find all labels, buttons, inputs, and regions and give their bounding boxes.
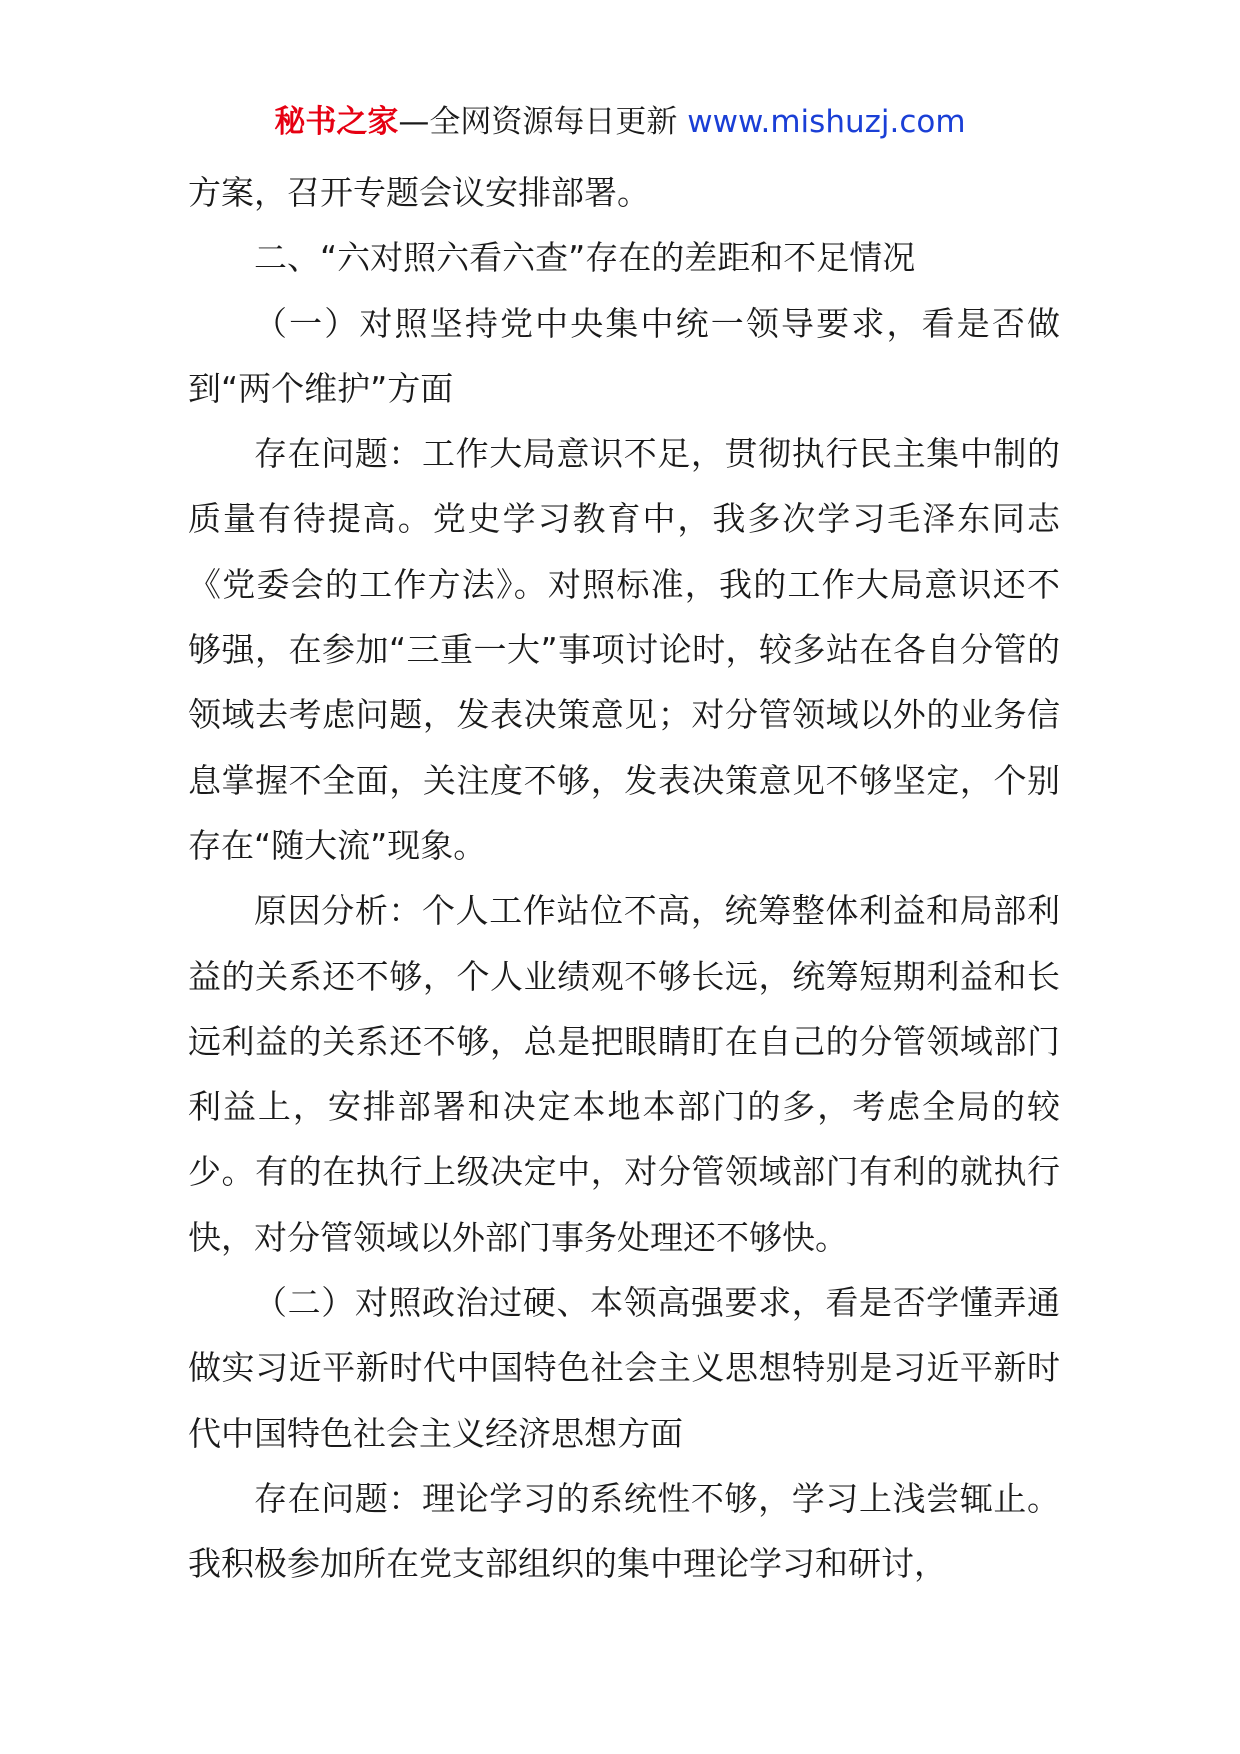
header-tagline: —全网资源每日更新	[398, 104, 678, 140]
document-body	[188, 160, 1060, 1597]
paragraph: 存在问题：理论学习的系统性不够，学习上浅尝辄止。我积极参加所在党支部组织的集中理论学习和研讨，	[188, 1478, 1060, 1584]
paragraph: 原因分析：个人工作站位不高，统筹整体利益和局部利益的关系还不够，个人业绩观不够长远，统筹短期利益和长远利益的关系还不够，总是把眼睛盯在自己的分管领域部门利益上，安排部署和决定本地本部门的多，考虑全局的较少。有的在执行上级决定中，对分管领域部门有利的就执行快，对分管领域以外部门事务处理还不够快。	[188, 891, 1060, 1257]
section-heading: 二、“六对照六看六查”存在的差距和不足情况	[254, 238, 916, 278]
site-url[interactable]: www.mishuzj.com	[687, 104, 966, 140]
paragraph: 存在问题：工作大局意识不足，贯彻执行民主集中制的质量有待提高。党史学习教育中，我多次学习毛泽东同志《党委会的工作方法》。对照标准，我的工作大局意识还不够强，在参加“三重一大”事项讨论时，较多站在各自分管的领域去考虑问题，发表决策意见；对分管领域以外的业务信息掌握不全面，关注度不够，发表决策意见不够坚定，个别存在“随大流”现象。	[188, 434, 1060, 865]
watermark-header	[0, 102, 1240, 142]
subsection-heading: （二）对照政治过硬、本领高强要求，看是否学懂弄通做实习近平新时代中国特色社会主义思想特别是习近平新时代中国特色社会主义经济思想方面	[188, 1283, 1060, 1453]
paragraph: 方案，召开专题会议安排部署。	[188, 173, 650, 212]
subsection-heading: （一）对照坚持党中央集中统一领导要求，看是否做到“两个维护”方面	[188, 303, 1060, 408]
brand-name: 秘书之家	[274, 104, 399, 140]
